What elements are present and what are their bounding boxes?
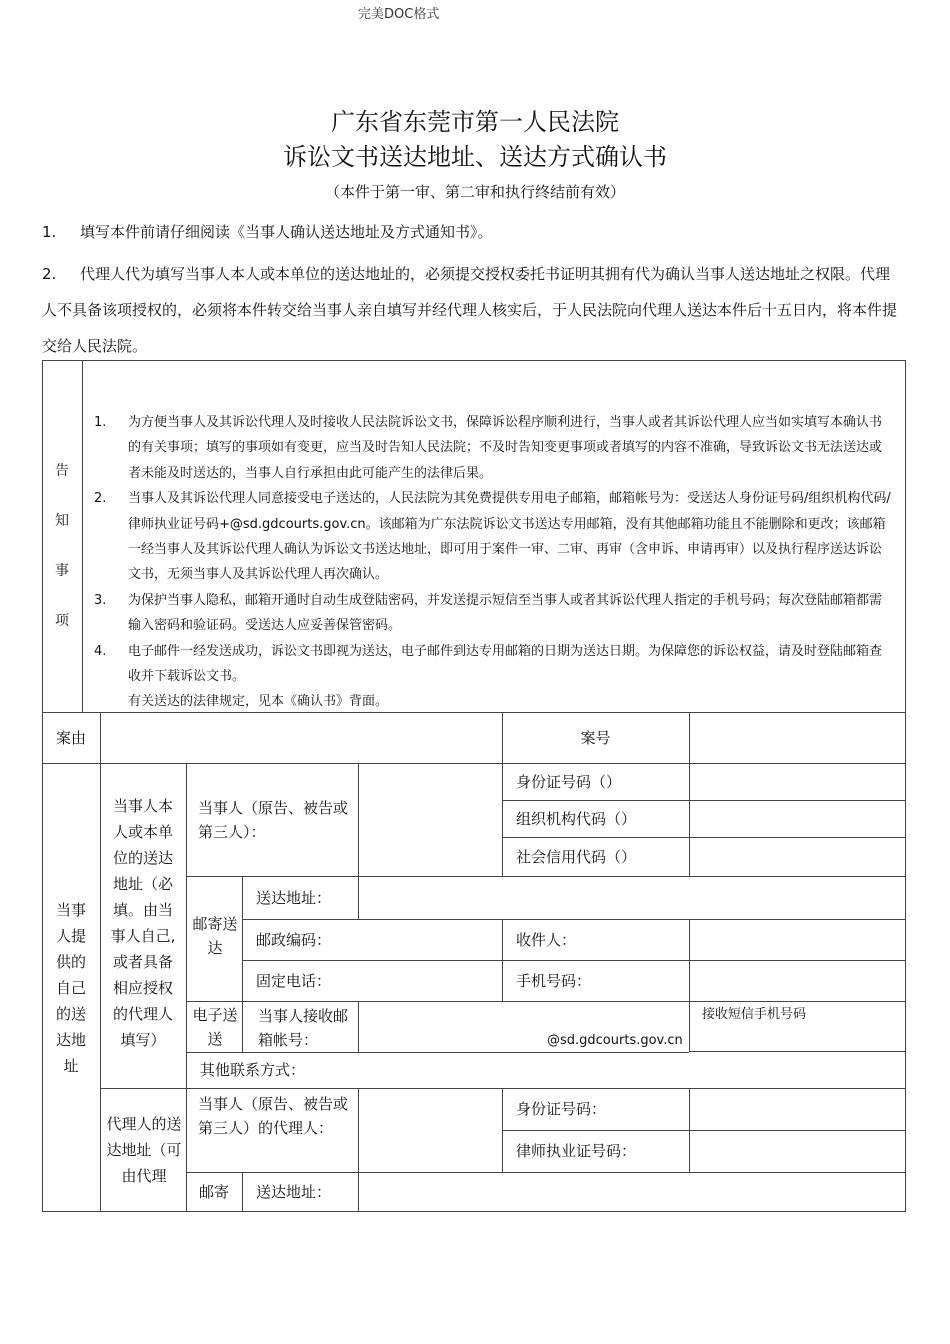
notice-number: 3.: [94, 592, 107, 608]
notice-text: 电子邮件一经发送成功，诉讼文书即视为送达，电子邮件到达专用邮箱的日期为送达日期。为保障您的诉讼权益，请及时登陆邮箱查收并下载诉讼文书。: [128, 643, 883, 685]
agent-address-label: 送达地址：: [256, 1183, 332, 1201]
org-code-field[interactable]: [690, 801, 905, 837]
notice-item: [94, 639, 892, 690]
lawyer-license-label: 律师执业证号码：: [516, 1142, 637, 1160]
email-delivery-label: 电子送送: [192, 1006, 238, 1048]
rule: [100, 763, 101, 1212]
header-mark: 完美DOC格式: [358, 7, 440, 22]
credit-code-label: 社会信用代码（）: [516, 847, 637, 866]
lawyer-license-field[interactable]: [690, 1131, 905, 1172]
agent-id-field[interactable]: [690, 1089, 905, 1130]
rule: [689, 1051, 906, 1052]
intro-text: 代理人代为填写当事人本人或本单位的送达地址的，必须提交授权委托书证明其拥有代为确认当事人送达地址之权限。代理人不具备该项授权的，必须将本件转交给当事人亲自填写并经代理人核实后，于人民法院向代理人送达本件后十五日内，将本件提交给人民法院。: [42, 265, 898, 355]
border-right: [905, 360, 906, 1212]
other-contact-label: 其他联系方式：: [200, 1061, 306, 1079]
notice-item: [94, 588, 892, 639]
notice-divider: [82, 360, 83, 712]
party-name-field[interactable]: [359, 764, 502, 876]
notice-number: 1.: [94, 415, 107, 430]
notice-char: 知: [55, 513, 69, 529]
legal-footnote: 有关送达的法律规定，见本《确认书》背面。: [128, 694, 389, 710]
rule: [186, 1001, 906, 1002]
validity-note: （本件于第一审、第二审和执行终结前有效）: [324, 183, 625, 201]
notice-char: 告: [55, 463, 69, 479]
notice-number: 4.: [94, 643, 107, 659]
notice-text: 当事人及其诉讼代理人同意接受电子送达的，人民法院为其免费提供专用电子邮箱，邮箱帐号为：受送达人身份证号码/组织机构代码/律师执业证号码+@sd.gdcourts.gov.cn。该邮箱为广东法院诉讼文书送达专用邮箱，没有其他邮箱功能且不能删除和更改；该邮箱一经当事人及其诉讼代理人确认为诉讼文书送达地址，即可用于案件一审、二审、再审（含申诉、申请再审）以及执行程序送达诉讼文书，无须当事人及其诉讼代理人再次确认。: [128, 491, 891, 583]
notice-text: 为方便当事人及其诉讼代理人及时接收人民法院诉讼文书，保障诉讼程序顺利进行，当事人或者其诉讼代理人应当如实填写本确认书的有关事项；填写的事项如有变更，应当及时告知人民法院；不及时告知变更事项或者填写的内容不准确，导致诉讼文书无法送达或者未能及时送达的，当事人自行承担由此可能产生的法律后果。: [128, 415, 883, 481]
sms-mobile-label: 接收短信手机号码: [702, 1007, 807, 1022]
agent-id-label: 身份证号码：: [516, 1100, 607, 1118]
address-label: 送达地址：: [256, 888, 332, 907]
org-code-label: 组织机构代码（）: [516, 809, 637, 828]
party-label: 当事人（原告、被告或第三人）：: [198, 799, 349, 841]
mobile-label: 手机号码：: [516, 971, 592, 990]
recipient-label: 收件人：: [516, 930, 577, 949]
intro-number: 2.: [42, 265, 57, 283]
notice-text: 为保护当事人隐私，邮箱开通时自动生成登陆密码，并发送提示短信至当事人或者其诉讼代理人指定的手机号码；每次登陆邮箱都需输入密码和验证码。受送达人应妥善保管密码。: [128, 592, 883, 634]
address-field[interactable]: [359, 877, 905, 919]
page-subtitle: 诉讼文书送达地址、送达方式确认书: [283, 143, 667, 171]
border-top: [42, 360, 906, 361]
page-title: 广东省东莞市第一人民法院: [331, 108, 619, 136]
intro-item: [42, 221, 904, 243]
email-domain: @sd.gdcourts.gov.cn: [547, 1033, 683, 1048]
confirmation-form: [42, 360, 906, 1212]
rule: [689, 1001, 690, 1051]
border-bottom: [42, 1211, 906, 1212]
agent-address-section-label: 代理人的送达地址（可由代理: [106, 1115, 182, 1185]
notice-char: 项: [55, 613, 69, 629]
notice-item: [94, 410, 892, 486]
notice-side-label: [42, 360, 82, 712]
intro-item: [42, 256, 904, 364]
email-account-label: 当事人接收邮箱帐号：: [258, 1007, 349, 1049]
recipient-field[interactable]: [690, 920, 905, 960]
case-number-field[interactable]: [690, 713, 905, 763]
notice-char: 事: [55, 563, 69, 579]
self-fill-label: 当事人本人或本单位的送达地址（必填。由当事人自己,或者具备相应授权的代理人填写）: [110, 797, 176, 1049]
mail-delivery-label: 邮寄送达: [192, 915, 238, 957]
notice-number: 2.: [94, 491, 107, 507]
case-number-label: 案号: [580, 728, 611, 747]
other-contact-field[interactable]: [359, 1053, 905, 1088]
mobile-field[interactable]: [690, 961, 905, 1001]
case-cause-field[interactable]: [101, 713, 502, 763]
agent-name-field[interactable]: [359, 1089, 502, 1172]
credit-code-field[interactable]: [690, 838, 905, 876]
landline-label: 固定电话：: [256, 971, 332, 990]
email-account-field[interactable]: [359, 1002, 545, 1052]
agent-mail-label: 邮寄: [198, 1183, 229, 1201]
agent-address-field[interactable]: [359, 1173, 905, 1211]
rule: [186, 763, 187, 1212]
agent-party-label: 当事人（原告、被告或第三人）的代理人：: [198, 1095, 349, 1137]
intro-text: 填写本件前请仔细阅读《当事人确认送达地址及方式通知书》。: [80, 223, 493, 241]
notice-item: [94, 486, 892, 588]
party-address-section-label: 当事人提供的自己的送达地址: [55, 900, 86, 1075]
id-number-field[interactable]: [690, 764, 905, 800]
intro-number: 1.: [42, 223, 57, 241]
notice-list: [94, 410, 892, 715]
postcode-label: 邮政编码：: [256, 930, 332, 949]
case-cause-label: 案由: [55, 728, 86, 747]
id-number-label: 身份证号码（）: [516, 772, 622, 791]
